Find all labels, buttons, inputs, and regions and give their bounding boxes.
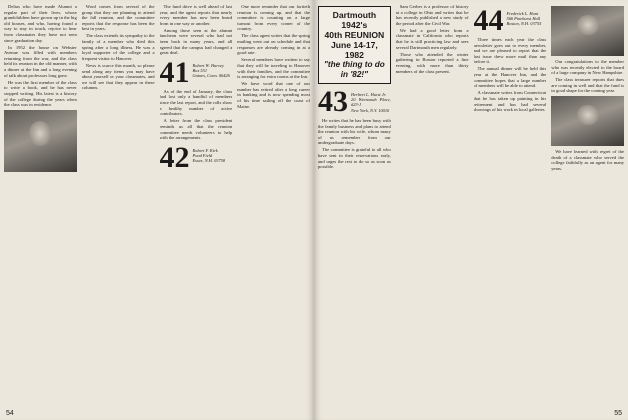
- paragraph: The class extends its sympathy to the family of a member who died this spring after a long illness. He was a loyal supporter of the college and a frequent visitor to Hanover.: [81, 33, 155, 61]
- secretary-city: Boston, N.H. 03755: [506, 21, 542, 27]
- secretary-city: New York, N.Y. 10016: [351, 107, 390, 113]
- class-number: 41: [159, 55, 190, 89]
- class-secretary-info: [507, 7, 542, 27]
- reunion-line-1: Dartmouth 1942's: [332, 10, 377, 30]
- left-col-1: [4, 4, 77, 406]
- reunion-line-4: "the thing to do in '82!": [324, 60, 385, 79]
- secretary-address: 566 Pinehurst Hall: [506, 16, 541, 22]
- reunion-banner: [318, 6, 391, 84]
- paragraph: Three times each year the class newsletter goes out to every member, and we are pleased to report that the last issue drew more mail than any before it.: [473, 37, 547, 65]
- paragraph: Our congratulations to the member who was recently elected to the board of a large company in New Hampshire.: [551, 59, 624, 76]
- paragraph: Those who attended the winter gathering in Boston reported a fine evening, with more than thirty members of the class present.: [395, 51, 469, 74]
- paragraph: A letter from the class president reminds us all that the reunion committee needs volunteers to help with the arrangements.: [159, 118, 233, 141]
- paragraph: The annual dinner will be held this year at the Hanover Inn, and the committee hopes that a large number of members will be able to attend.: [473, 66, 547, 89]
- class-secretary-info: [193, 144, 226, 164]
- secretary-address: 20 Weenonah Place, #23-J: [351, 97, 391, 108]
- paragraph: He was the first member of the class to write a book, and he has never stopped writing. His latest is a history of the college during the years when the class was in residence.: [4, 79, 77, 108]
- secretary-name: Robert F. Kirk: [192, 147, 218, 153]
- right-col-1: [318, 4, 391, 406]
- reunion-line-2: 40th REUNION: [324, 30, 385, 40]
- paragraph: The class treasurer reports that dues are coming in well and that the fund is in good shape for the coming year.: [551, 77, 624, 94]
- paragraph: We have word that one of our number has retired after a long career in banking and is now spending most of his time sailing off the coast of Maine.: [237, 81, 310, 109]
- class-heading-42: [159, 140, 233, 174]
- page-number: 55: [614, 410, 622, 417]
- class-heading-44: [473, 4, 547, 37]
- paragraph: We had a good letter from a classmate in California who reports that he is still practicing law and sees several Dartmouth men regularly.: [395, 27, 469, 50]
- paragraph: The fund drive is well ahead of last year, and the agent reports that nearly every member has now been heard from in one way or another.: [159, 4, 233, 26]
- paragraph: Among those seen at the alumni luncheon were several who had not been back in many years, and all agreed that the campus had changed a great deal.: [159, 27, 233, 56]
- class-secretary-info: [351, 88, 391, 113]
- secretary-name: Frederick L. Hunt: [506, 11, 539, 16]
- paragraph: Sam Gerber is a professor of history at a college in Ohio and writes that he has recently published a new study of the period after the Civil War.: [395, 4, 469, 26]
- portrait-photo: [551, 6, 624, 56]
- right-col-2: [396, 4, 469, 406]
- secretary-name: Herbert L. Hurst Jr.: [351, 92, 387, 97]
- secretary-address: Pond Field: [192, 152, 213, 158]
- class-number: 43: [318, 85, 348, 118]
- right-columns: [318, 4, 624, 406]
- paragraph: Several members have written to say that they will be traveling to Hanover with their families, and the committee is arranging for extra rooms at the Inn.: [237, 57, 310, 80]
- secretary-name: Robert W. Harvey: [192, 62, 224, 68]
- right-col-3: [474, 4, 547, 406]
- right-col-4: [551, 4, 624, 406]
- secretary-city: Essex, N.H. 03758: [192, 158, 226, 164]
- class-heading-43: [318, 85, 391, 118]
- class-heading-41: [159, 55, 233, 89]
- left-col-4: [237, 4, 310, 406]
- page-number: 54: [6, 410, 14, 417]
- paragraph: In 1952 the house on Webster Avenue was filled with members returning from the war, and the class held its reunion in the old manner, with a dinner at the Inn and a long evening of talk about professors long gone.: [4, 44, 77, 78]
- paragraph: News is scarce this month, so please send along any items you may have about yourself or your classmates, and we will see that they appear in these columns.: [81, 62, 155, 91]
- secretary-address: Box 551: [192, 68, 208, 74]
- left-col-2: [82, 4, 155, 406]
- class-number: 42: [159, 140, 190, 174]
- paragraph: A classmate writes from Connecticut that he has taken up painting in his retirement and has had several showings of his work in local galleries.: [473, 90, 547, 113]
- paragraph: As of the end of January, the class had lost only a handful of members since the last report, and the rolls show a healthy number of active contributors.: [159, 88, 233, 117]
- class-secretary-info: [193, 59, 230, 79]
- paragraph: Word comes from several of the group that they are planning to attend the fall reunion, and the committee reports that the response has been the best in years.: [81, 4, 155, 32]
- paragraph: The class agent writes that the spring mailing went out on schedule and that responses are already coming in at a good rate.: [237, 33, 310, 56]
- paragraph: Deltas who have made Alumni a regular part of their lives, whose grandchildren have grown up in the big old houses, and who, having found a way to stay in touch, rejoice to hear from classmates they have not seen since graduation day.: [4, 4, 77, 43]
- right-page: [314, 0, 628, 420]
- reunion-line-3: June 14-17, 1982: [330, 40, 378, 60]
- left-col-3: [160, 4, 233, 406]
- portrait-photo: [551, 96, 624, 146]
- portrait-photo: [4, 110, 77, 172]
- class-number: 44: [473, 4, 504, 37]
- paragraph: One more reminder that our fortieth reunion is coming up, and that the committee is counting on a large turnout from every corner of the country.: [237, 4, 310, 32]
- paragraph: We have learned with regret of the death of a classmate who served the college faithfully as an agent for many years.: [551, 149, 624, 171]
- secretary-city: Gaines, Conn. 06426: [192, 73, 230, 79]
- left-columns: [4, 4, 310, 406]
- paragraph: He writes that he has been busy with the family business and plans to attend the reunion with his wife, whom many of us remember from our undergraduate days.: [318, 118, 391, 146]
- paragraph: The committee is grateful to all who have sent in their reservations early, and urges the rest to do so as soon as possible.: [318, 147, 391, 170]
